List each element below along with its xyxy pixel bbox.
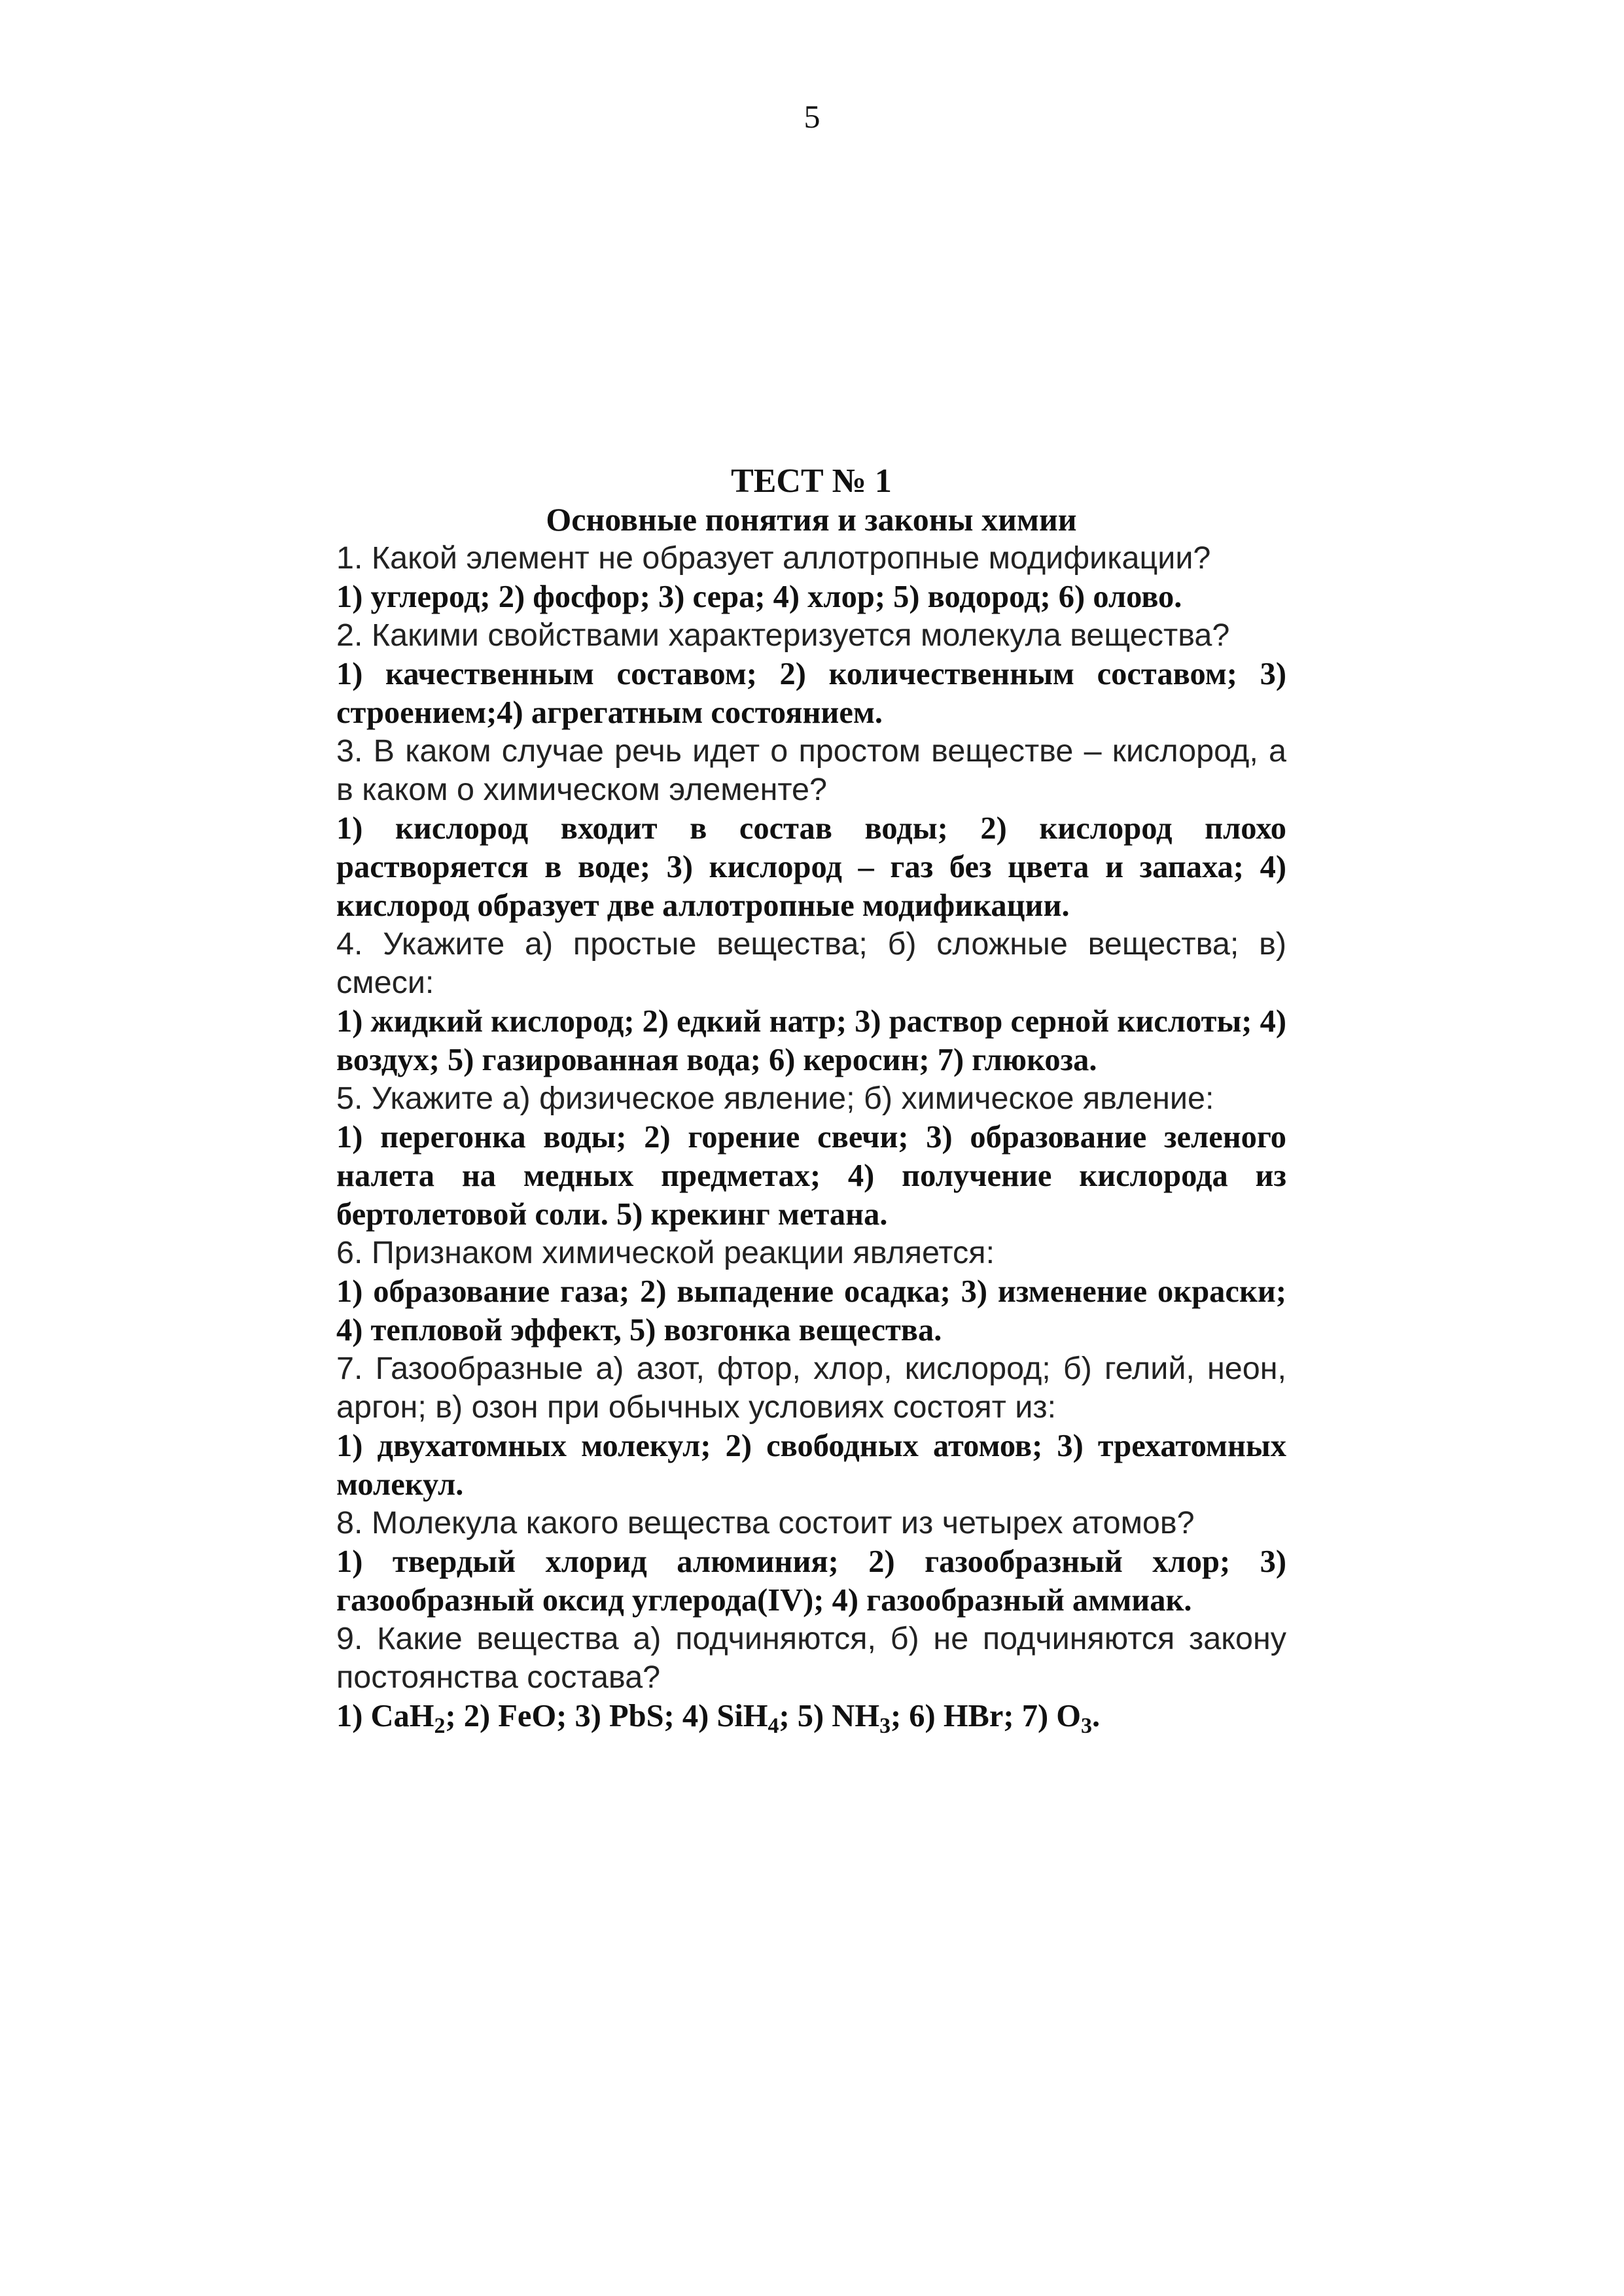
question-6: 6. Признаком химической реакции является: <box>336 1235 995 1270</box>
question-3: 3. В каком случае речь идет о простом веществе – кислород, а в каком о химическом элементе? <box>336 733 1286 807</box>
question-1: 1. Какой элемент не образует аллотропные модификации? <box>336 540 1211 576</box>
test-subtitle: Основные понятия и законы химии <box>546 501 1077 538</box>
question-5: 5. Укажите а) физическое явление; б) химическое явление: <box>336 1081 1214 1116</box>
answer-8: 1) твердый хлорид алюминия; 2) газообразный хлор; 3) газообразный оксид углерода(IV); 4) газообразный аммиак. <box>336 1544 1286 1618</box>
test-content <box>336 462 1286 1739</box>
formula-text: ; 6) HBr; 7) O <box>891 1699 1081 1733</box>
formula-text: . <box>1091 1699 1101 1733</box>
answer-3: 1) кислород входит в состав воды; 2) кислород плохо растворяется в воде; 3) кислород – газ без цвета и запаха; 4) кислород образует две аллотропные модификации. <box>336 811 1286 923</box>
subscript: 4 <box>768 1714 779 1739</box>
question-4: 4. Укажите а) простые вещества; б) сложные вещества; в) смеси: <box>336 926 1286 1000</box>
formula-text: ; 2) FeO; 3) PbS; 4) SiH <box>445 1699 768 1733</box>
question-9: 9. Какие вещества а) подчиняются, б) не подчиняются закону постоянства состава? <box>336 1621 1286 1695</box>
answer-7: 1) двухатомных молекул; 2) свободных атомов; 3) трехатомных молекул. <box>336 1429 1286 1502</box>
answer-1: 1) углерод; 2) фосфор; 3) сера; 4) хлор; 5) водород; 6) олово. <box>336 580 1182 614</box>
answer-4: 1) жидкий кислород; 2) едкий натр; 3) раствор серной кислоты; 4) воздух; 5) газированная вода; 6) керосин; 7) глюкоза. <box>336 1004 1286 1077</box>
subscript: 2 <box>434 1714 446 1739</box>
answer-9 <box>336 1697 1286 1739</box>
test-title: ТЕСТ № 1 <box>731 462 892 500</box>
answer-5: 1) перегонка воды; 2) горение свечи; 3) образование зеленого налета на медных предметах; 4) получение кислорода из бертолетовой соли. 5) крекинг метана. <box>336 1120 1286 1232</box>
question-2: 2. Какими свойствами характеризуется молекула вещества? <box>336 617 1230 653</box>
question-7: 7. Газообразные а) азот, фтор, хлор, кислород; б) гелий, неон, аргон; в) озон при обычных условиях состоят из: <box>336 1351 1286 1425</box>
subscript: 3 <box>879 1714 891 1739</box>
answer-2: 1) качественным составом; 2) количественным составом; 3) строением;4) агрегатным состоянием. <box>336 657 1286 730</box>
subscript: 3 <box>1080 1714 1092 1739</box>
question-8: 8. Молекула какого вещества состоит из четырех атомов? <box>336 1505 1195 1540</box>
page-number: 5 <box>803 98 821 135</box>
formula-text: 1) CaH <box>336 1699 434 1733</box>
answer-6: 1) образование газа; 2) выпадение осадка; 3) изменение окраски; 4) тепловой эффект, 5) возгонка вещества. <box>336 1274 1286 1348</box>
formula-text: ; 5) NH <box>779 1699 880 1733</box>
